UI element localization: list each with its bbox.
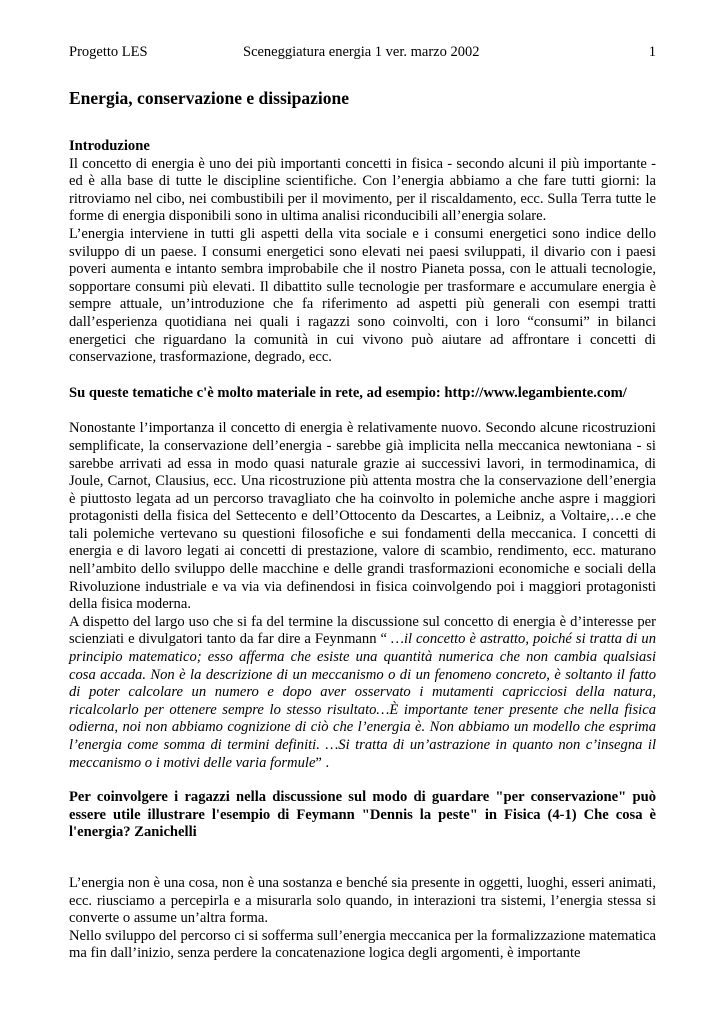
header-project: Progetto LES bbox=[69, 44, 148, 60]
closing-paragraph-1: L’energia non è una cosa, non è una sostanza e benché sia presente in oggetti, luoghi, esseri animati, ecc. riusciamo a percepirla e a misurarla solo quando, in interazioni tra sistemi, l’energia stessa si converte o assume un’altra forma. bbox=[69, 874, 656, 927]
section-heading-introduzione: Introduzione bbox=[69, 138, 150, 154]
header-page-number: 1 bbox=[648, 44, 656, 60]
document-body bbox=[69, 138, 656, 963]
feynman-intro-text: A dispetto del largo uso che si fa del termine la discussione sul concetto di energia è d’interesse per scienziati e divulgatori tanto da far dire a Feynmann “ bbox=[69, 613, 656, 648]
history-paragraph: Nonostante l’importanza il concetto di energia è relativamente nuovo. Secondo alcune ricostruzioni semplificate, la conservazione dell’energia - sarebbe già implicita nella meccanica newtoniana - si sarebbe arrivati ad essa in modo quasi naturale grazie ai successivi lavori, in termodinamica, di Joule, Carnot, Clausius, ecc. Una ricostruzione più attenta mostra che la conservazione dell’energia è piuttosto legata ad un percorso travagliato che ha coinvolto in polemiche anche aspre i maggiori protagonisti della fisica del Settecento e dell’Ottocento da Descartes, a Leibniz, a Voltaire,…e che tali polemiche vertevano su questioni filosofiche e sui fondamenti della meccanica. I concetti di energia e di lavoro legati ai concetti di prestazione, valore di scambio, rendimento, ecc. maturano nell’ambito dello sviluppo delle macchine e delle grandi trasformazioni economiche e sociali della Rivoluzione industriale e va via via definendosi in fisica coinvolgendo poi i maggiori protagonisti della fisica moderna. bbox=[69, 420, 656, 613]
intro-paragraph-1: Il concetto di energia è uno dei più importanti concetti in fisica - secondo alcuni il più importante - ed è alla base di tutte le discipline scientifiche. Con l’energia abbiamo a che fare tutti giorni: la ritroviamo nel cibo, nei combustibili per il movimento, per il riscaldamento, ecc. Sulla Terra tutte le forme di energia disponibili sono in ultima analisi riconducibili all’energia solare. bbox=[69, 155, 656, 225]
header-document-title: Sceneggiatura energia 1 ver. marzo 2002 bbox=[243, 44, 480, 60]
document-title: Energia, conservazione e dissipazione bbox=[69, 88, 349, 108]
page-header bbox=[69, 44, 656, 64]
feynman-quote-paragraph bbox=[69, 614, 656, 772]
feynman-quote-text: …il concetto è astratto, poiché si tratta di un principio matematico; esso afferma che esiste una quantità numerica che non cambia qualsiasi cosa accada. Non è la descrizione di un meccanismo o di un fenomeno concreto, è soltanto il fatto di poter calcolare un numero e dopo aver osservato i mutamenti capricciosi della natura, ricalcolarlo per ottenere sempre lo stesso risultato…È importante tener presente che nella fisica odierna, noi non abbiamo cognizione di ciò che l’energia è. Non abbiamo un modello che esprima l’energia come somma di termini definiti. …Si tratta di un’astrazione in quanto non c’insegna il meccanismo o i motivi delle varia formule bbox=[69, 631, 656, 771]
intro-paragraph-2: L’energia interviene in tutti gli aspetti della vita sociale e i consumi energetici sono indice dello sviluppo di un paese. I consumi energetici sono elevati nei paesi sviluppati, il divario con i paesi poveri aumenta e intanto sembra improbabile che il nostro Pianeta possa, con le attuali tecnologie, sopportare consumi più elevati. Il dibattito sulle tecnologie per trasformare e accumulare energia è sempre attuale, un’introduzione che fa riferimento ad aspetti più generali con esempi tratti dall’esperienza quotidiana nei quali i ragazzi sono coinvolti, con i loro “consumi” in bilanci energetici che riguardano la comunità in cui vivono può aiutare ad affrontare i concetti di conservazione, trasformazione, degrado, ecc. bbox=[69, 225, 656, 366]
spacer bbox=[69, 402, 656, 420]
spacer bbox=[69, 842, 656, 875]
closing-paragraph-2: Nello sviluppo del percorso ci si sofferma sull’energia meccanica per la formalizzazione matematica ma fin dall’inizio, senza perdere la concatenazione logica degli argomenti, è importante bbox=[69, 927, 657, 962]
feynman-quote-close: ” . bbox=[315, 754, 330, 771]
feynman-example-note: Per coinvolgere i ragazzi nella discussione sul modo di guardare "per conservazione" può essere utile illustrare l'esempio di Feymann "Dennis la peste" in Fisica (4-1) Che cosa è l'energia? Zanichelli bbox=[69, 789, 656, 841]
spacer bbox=[69, 367, 656, 385]
spacer bbox=[69, 772, 656, 789]
resources-note: Su queste tematiche c'è molto materiale in rete, ad esempio: http://www.legambiente.com/ bbox=[69, 384, 627, 401]
